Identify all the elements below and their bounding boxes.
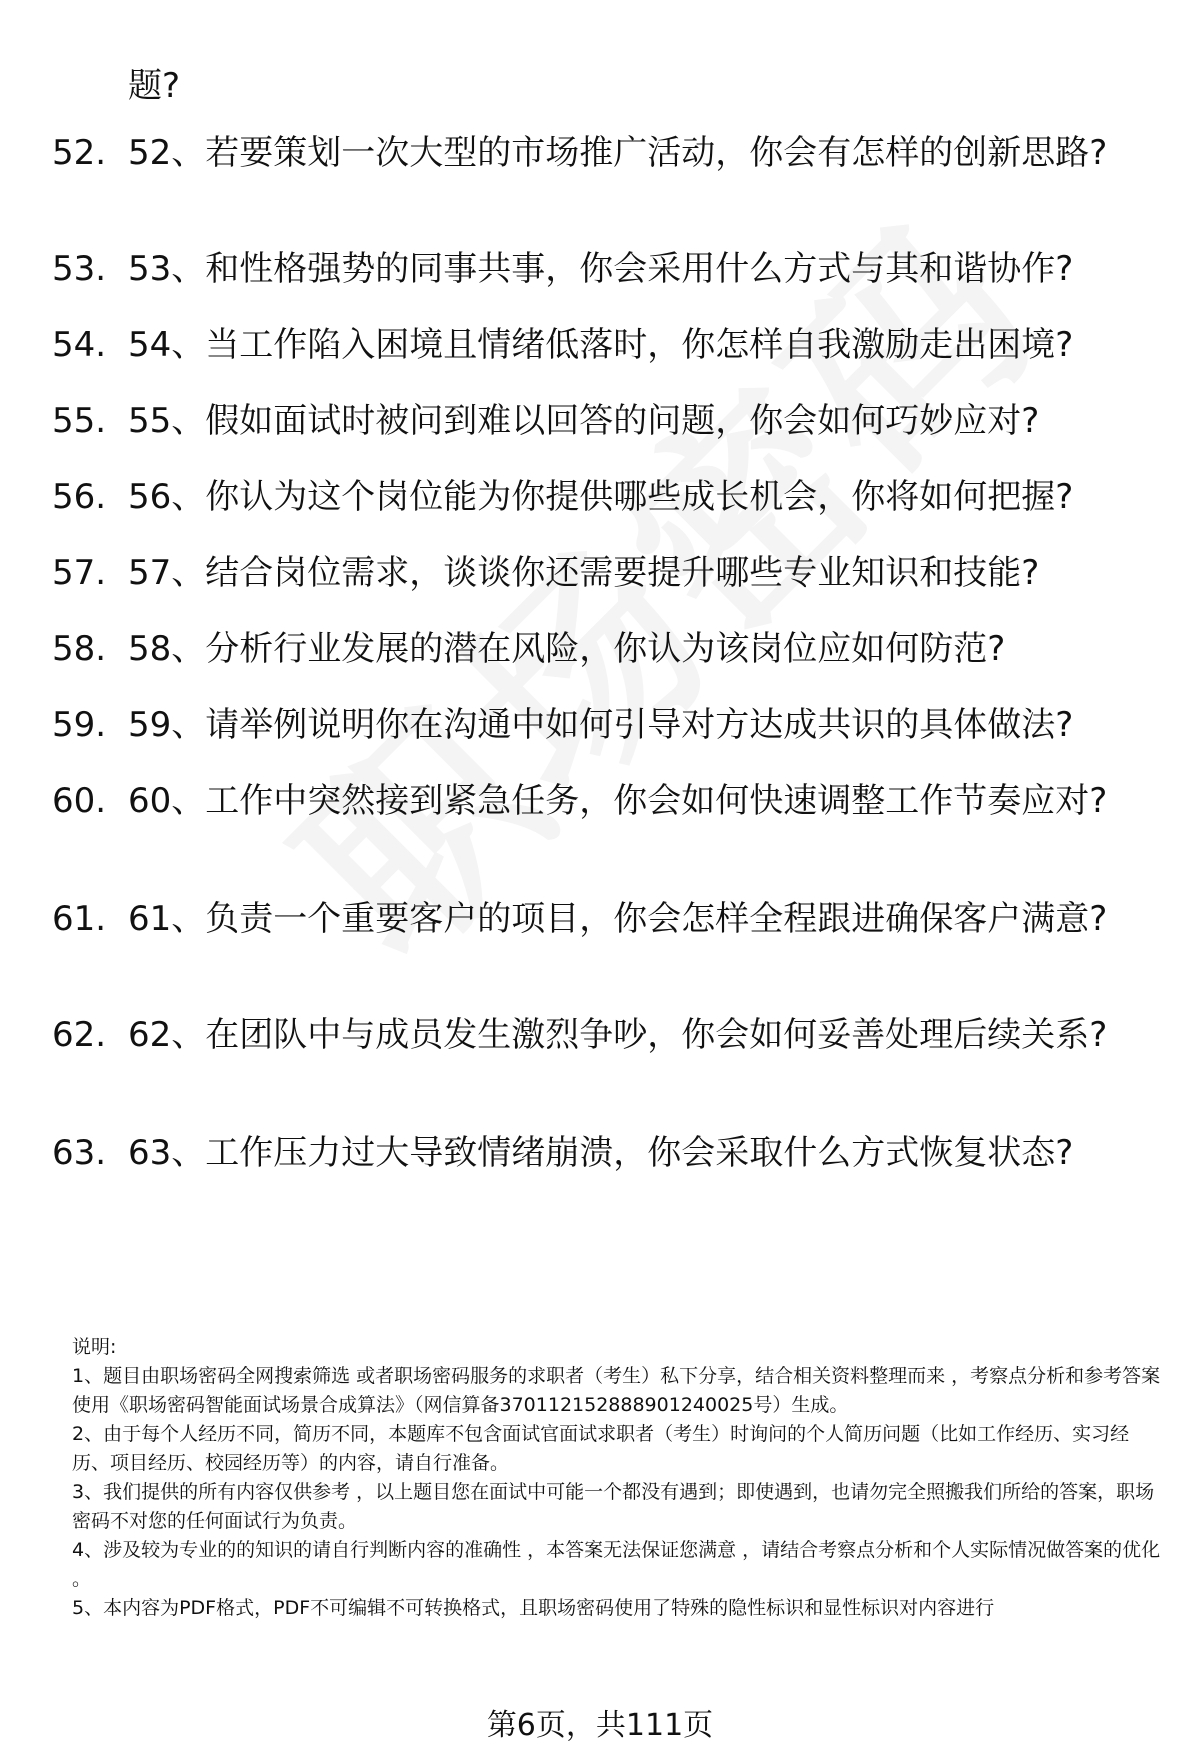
question-number: 61. (52, 899, 107, 939)
notes-title: 说明: (72, 1336, 117, 1358)
question-text: 59、请举例说明你在沟通中如何引导对方达成共识的具体做法? (128, 705, 1074, 745)
question-text: 53、和性格强势的同事共事，你会采用什么方式与其和谐协作? (128, 249, 1074, 289)
question-text: 56、你认为这个岗位能为你提供哪些成长机会，你将如何把握? (128, 477, 1074, 517)
question-number: 55. (52, 401, 107, 441)
question-number: 63. (52, 1133, 107, 1173)
question-text: 63、工作压力过大导致情绪崩溃，你会采取什么方式恢复状态? (128, 1133, 1074, 1173)
note-item-5: 5、本内容为PDF格式，PDF不可编辑不可转换格式，且职场密码使用了特殊的隐性标识和显性标识对内容进行 (72, 1597, 995, 1619)
question-number: 59. (52, 705, 107, 745)
question-number: 57. (52, 553, 107, 593)
note-item-4: 4、涉及较为专业的的知识的请自行判断内容的准确性 ，本答案无法保证您满意 ，请结合考察点分析和个人实际情况做答案的优化 。 (72, 1539, 1161, 1590)
question-number: 54. (52, 325, 107, 365)
note-item-3: 3、我们提供的所有内容仅供参考 ，以上题目您在面试中可能一个都没有遇到；即使遇到，也请勿完全照搬我们所给的答案，职场密码不对您的任何面试行为负责。 (72, 1481, 1155, 1532)
page-number: 第6页，共111页 (486, 1708, 714, 1743)
question-number: 52. (52, 133, 107, 173)
question-number: 60. (52, 781, 107, 821)
question-continuation: 题? (128, 66, 181, 106)
question-number: 53. (52, 249, 107, 289)
question-number: 58. (52, 629, 107, 669)
note-item-2: 2、由于每个人经历不同，简历不同，本题库不包含面试官面试求职者（考生）时询问的个人简历问题（比如工作经历、实习经历、项目经历、校园经历等）的内容，请自行准备。 (72, 1423, 1130, 1474)
question-text: 54、当工作陷入困境且情绪低落时，你怎样自我激励走出困境? (128, 325, 1074, 365)
question-text: 57、结合岗位需求，谈谈你还需要提升哪些专业知识和技能? (128, 553, 1040, 593)
question-number: 56. (52, 477, 107, 517)
question-text: 52、若要策划一次大型的市场推广活动，你会有怎样的创新思路? (128, 133, 1108, 173)
note-item-1: 1、题目由职场密码全网搜索筛选 或者职场密码服务的求职者（考生）私下分享，结合相关资料整理而来 ，考察点分析和参考答案使用《职场密码智能面试场景合成算法》（网信算备370112152888901240025号）生成。 (72, 1365, 1161, 1416)
question-text: 61、负责一个重要客户的项目，你会怎样全程跟进确保客户满意? (128, 899, 1108, 939)
question-text: 58、分析行业发展的潜在风险，你认为该岗位应如何防范? (128, 629, 1006, 669)
question-text: 62、在团队中与成员发生激烈争吵，你会如何妥善处理后续关系? (128, 1015, 1108, 1055)
question-text: 55、假如面试时被问到难以回答的问题，你会如何巧妙应对? (128, 401, 1040, 441)
question-number: 62. (52, 1015, 107, 1055)
question-text: 60、工作中突然接到紧急任务，你会如何快速调整工作节奏应对? (128, 781, 1108, 821)
notes-section (72, 1333, 1162, 1623)
